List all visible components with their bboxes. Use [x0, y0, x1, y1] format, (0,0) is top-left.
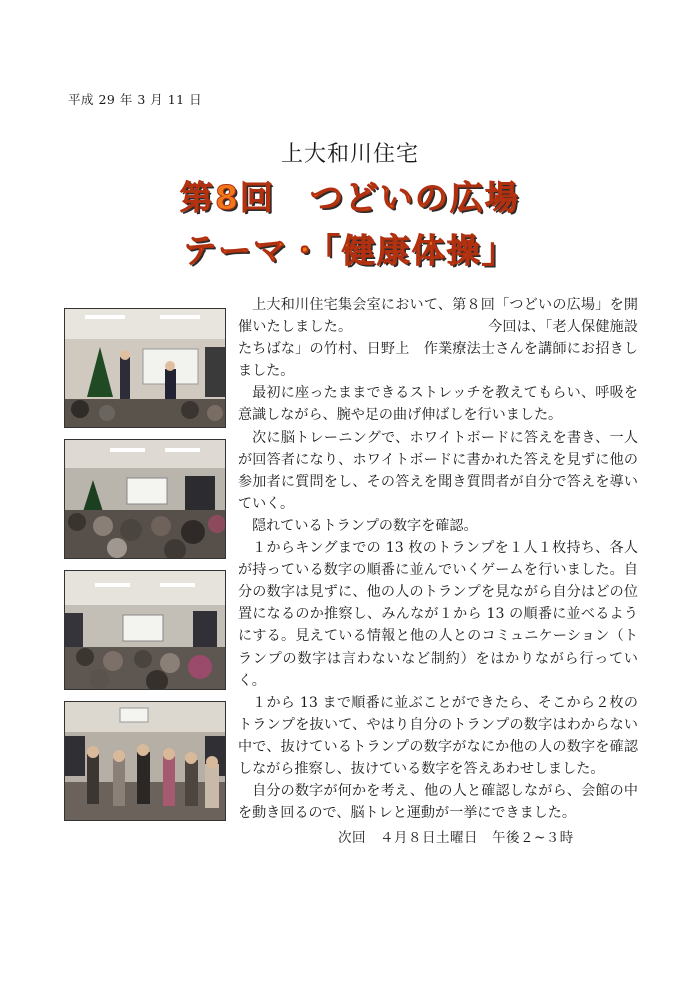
photo-instructors	[64, 308, 226, 428]
next-meeting: 次回 ４月８日土曜日 午後２~３時	[338, 830, 574, 846]
paragraph-conclusion: 自分の数字が何かを考え、他の人と確認しながら、会館の中を動き回るので、脳トレと運動が一挙にできました。	[238, 783, 638, 822]
paragraph-opening: 上大和川住宅集会室において、第８回「つどいの広場」を開催いたしました。 今回は、「老人保健施設たちばな」の竹村、日野上 作業療法士さんを講師にお招きしました。	[238, 297, 638, 380]
photo-whiteboard-group	[64, 439, 226, 559]
photo-column	[64, 308, 226, 832]
document-date: 平成 29 年 3 月 11 日	[68, 92, 203, 107]
report-body	[238, 294, 638, 824]
photo-standing-activity	[64, 701, 226, 821]
location-subtitle: 上大和川住宅	[280, 142, 419, 167]
paragraph-hidden-cards: 隠れているトランプの数字を確認。	[252, 517, 478, 534]
paragraph-stretch: 最初に座ったままできるストレッチを教えてもらい、呼吸を意識しながら、腕や足の曲げ伸ばしを行いました。	[238, 385, 638, 424]
theme-title: テーマ・「健康体操」	[183, 231, 517, 270]
photo-seated-participants	[64, 570, 226, 690]
paragraph-brain-training: 次に脳トレーニングで、ホワイトボードに答えを書き、一人が回答者になり、ホワイトボードに書かれた答えを見ずに他の参加者に質問をし、その答えを聞き質問者が自分で答えを導いていく。	[238, 429, 638, 512]
event-title: 第8回 つどいの広場	[180, 178, 520, 217]
paragraph-card-game: １からキングまでの 13 枚のトランプを１人１枚持ち、各人が持っている数字の順番に並んでいくゲームを行いました。自分の数字は見ずに、他の人のトランプを見ながら自分はどの位置になるのか推察し、みんなが１から 13 の順番に並べるようにする。見えている情報と他の人とのコミュニケーション（トランプの数字は言わないなど制約）をはかりながら行っていく。	[238, 540, 638, 689]
paragraph-missing-cards: １から 13 まで順番に並ぶことができたら、そこから２枚のトランプを抜いて、やはり自分のトランプの数字はわからない中で、抜けているトランプの数字がなにか他の人の数字を確認しながら推察し、抜けている数字を答えあわせしました。	[238, 694, 638, 777]
